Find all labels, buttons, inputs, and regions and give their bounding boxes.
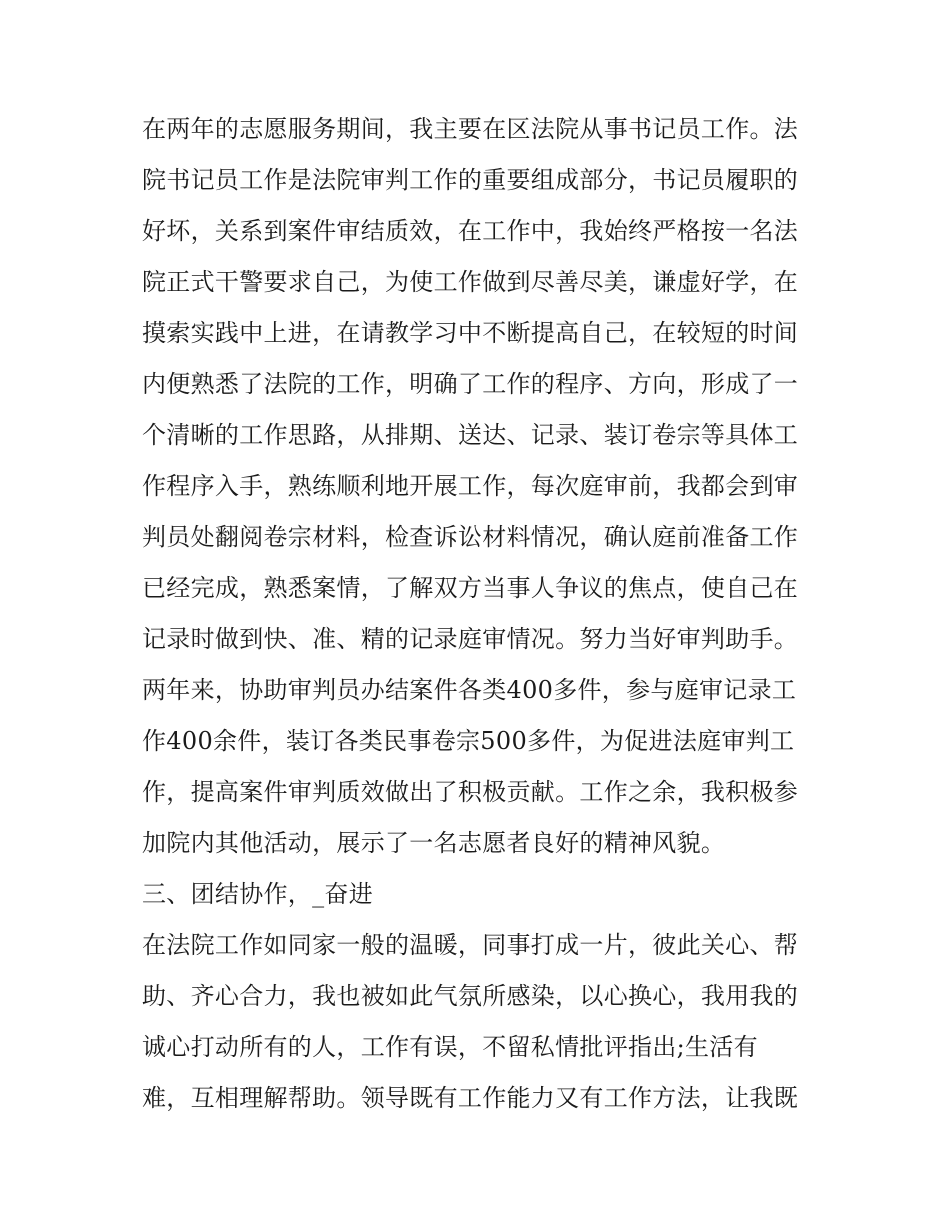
text-line: 判员处翻阅卷宗材料，检查诉讼材料情况，确认庭前准备工作 xyxy=(142,523,799,551)
text-line: 加院内其他活动，展示了一名志愿者良好的精神风貌。 xyxy=(142,829,726,857)
text-line: 记录时做到快、准、精的记录庭审情况。努力当好审判助手。 xyxy=(142,625,799,653)
text-line: 院书记员工作是法院审判工作的重要组成部分，书记员履职的 xyxy=(142,166,799,194)
text-line: 在法院工作如同家一般的温暖，同事打成一片，彼此关心、帮 xyxy=(142,931,799,959)
text-line: 助、齐心合力，我也被如此气氛所感染，以心换心，我用我的 xyxy=(142,982,799,1010)
text-line: 个清晰的工作思路，从排期、送达、记录、装订卷宗等具体工 xyxy=(142,421,799,449)
text-line: 已经完成，熟悉案情，了解双方当事人争议的焦点，使自己在 xyxy=(142,574,799,602)
text-line: 在两年的志愿服务期间，我主要在区法院从事书记员工作。法 xyxy=(142,115,799,143)
text-line: 内便熟悉了法院的工作，明确了工作的程序、方向，形成了一 xyxy=(142,370,799,398)
text-line: 摸索实践中上进，在请教学习中不断提高自己，在较短的时间 xyxy=(142,319,799,347)
section-heading: 三、团结协作，_奋进 xyxy=(142,880,373,908)
text-line: 院正式干警要求自己，为使工作做到尽善尽美，谦虚好学，在 xyxy=(142,268,799,296)
text-line: 诚心打动所有的人，工作有误，不留私情批评指出;生活有 xyxy=(142,1033,758,1061)
text-line: 作400余件，装订各类民事卷宗500多件，为促进法庭审判工 xyxy=(142,727,795,755)
text-line: 好坏，关系到案件审结质效，在工作中，我始终严格按一名法 xyxy=(142,217,799,245)
text-line: 作程序入手，熟练顺利地开展工作，每次庭审前，我都会到审 xyxy=(142,472,799,500)
text-line: 难，互相理解帮助。领导既有工作能力又有工作方法，让我既 xyxy=(142,1084,799,1112)
text-line: 两年来，协助审判员办结案件各类400多件，参与庭审记录工 xyxy=(142,676,797,704)
text-line: 作，提高案件审判质效做出了积极贡献。工作之余，我积极参 xyxy=(142,778,799,806)
